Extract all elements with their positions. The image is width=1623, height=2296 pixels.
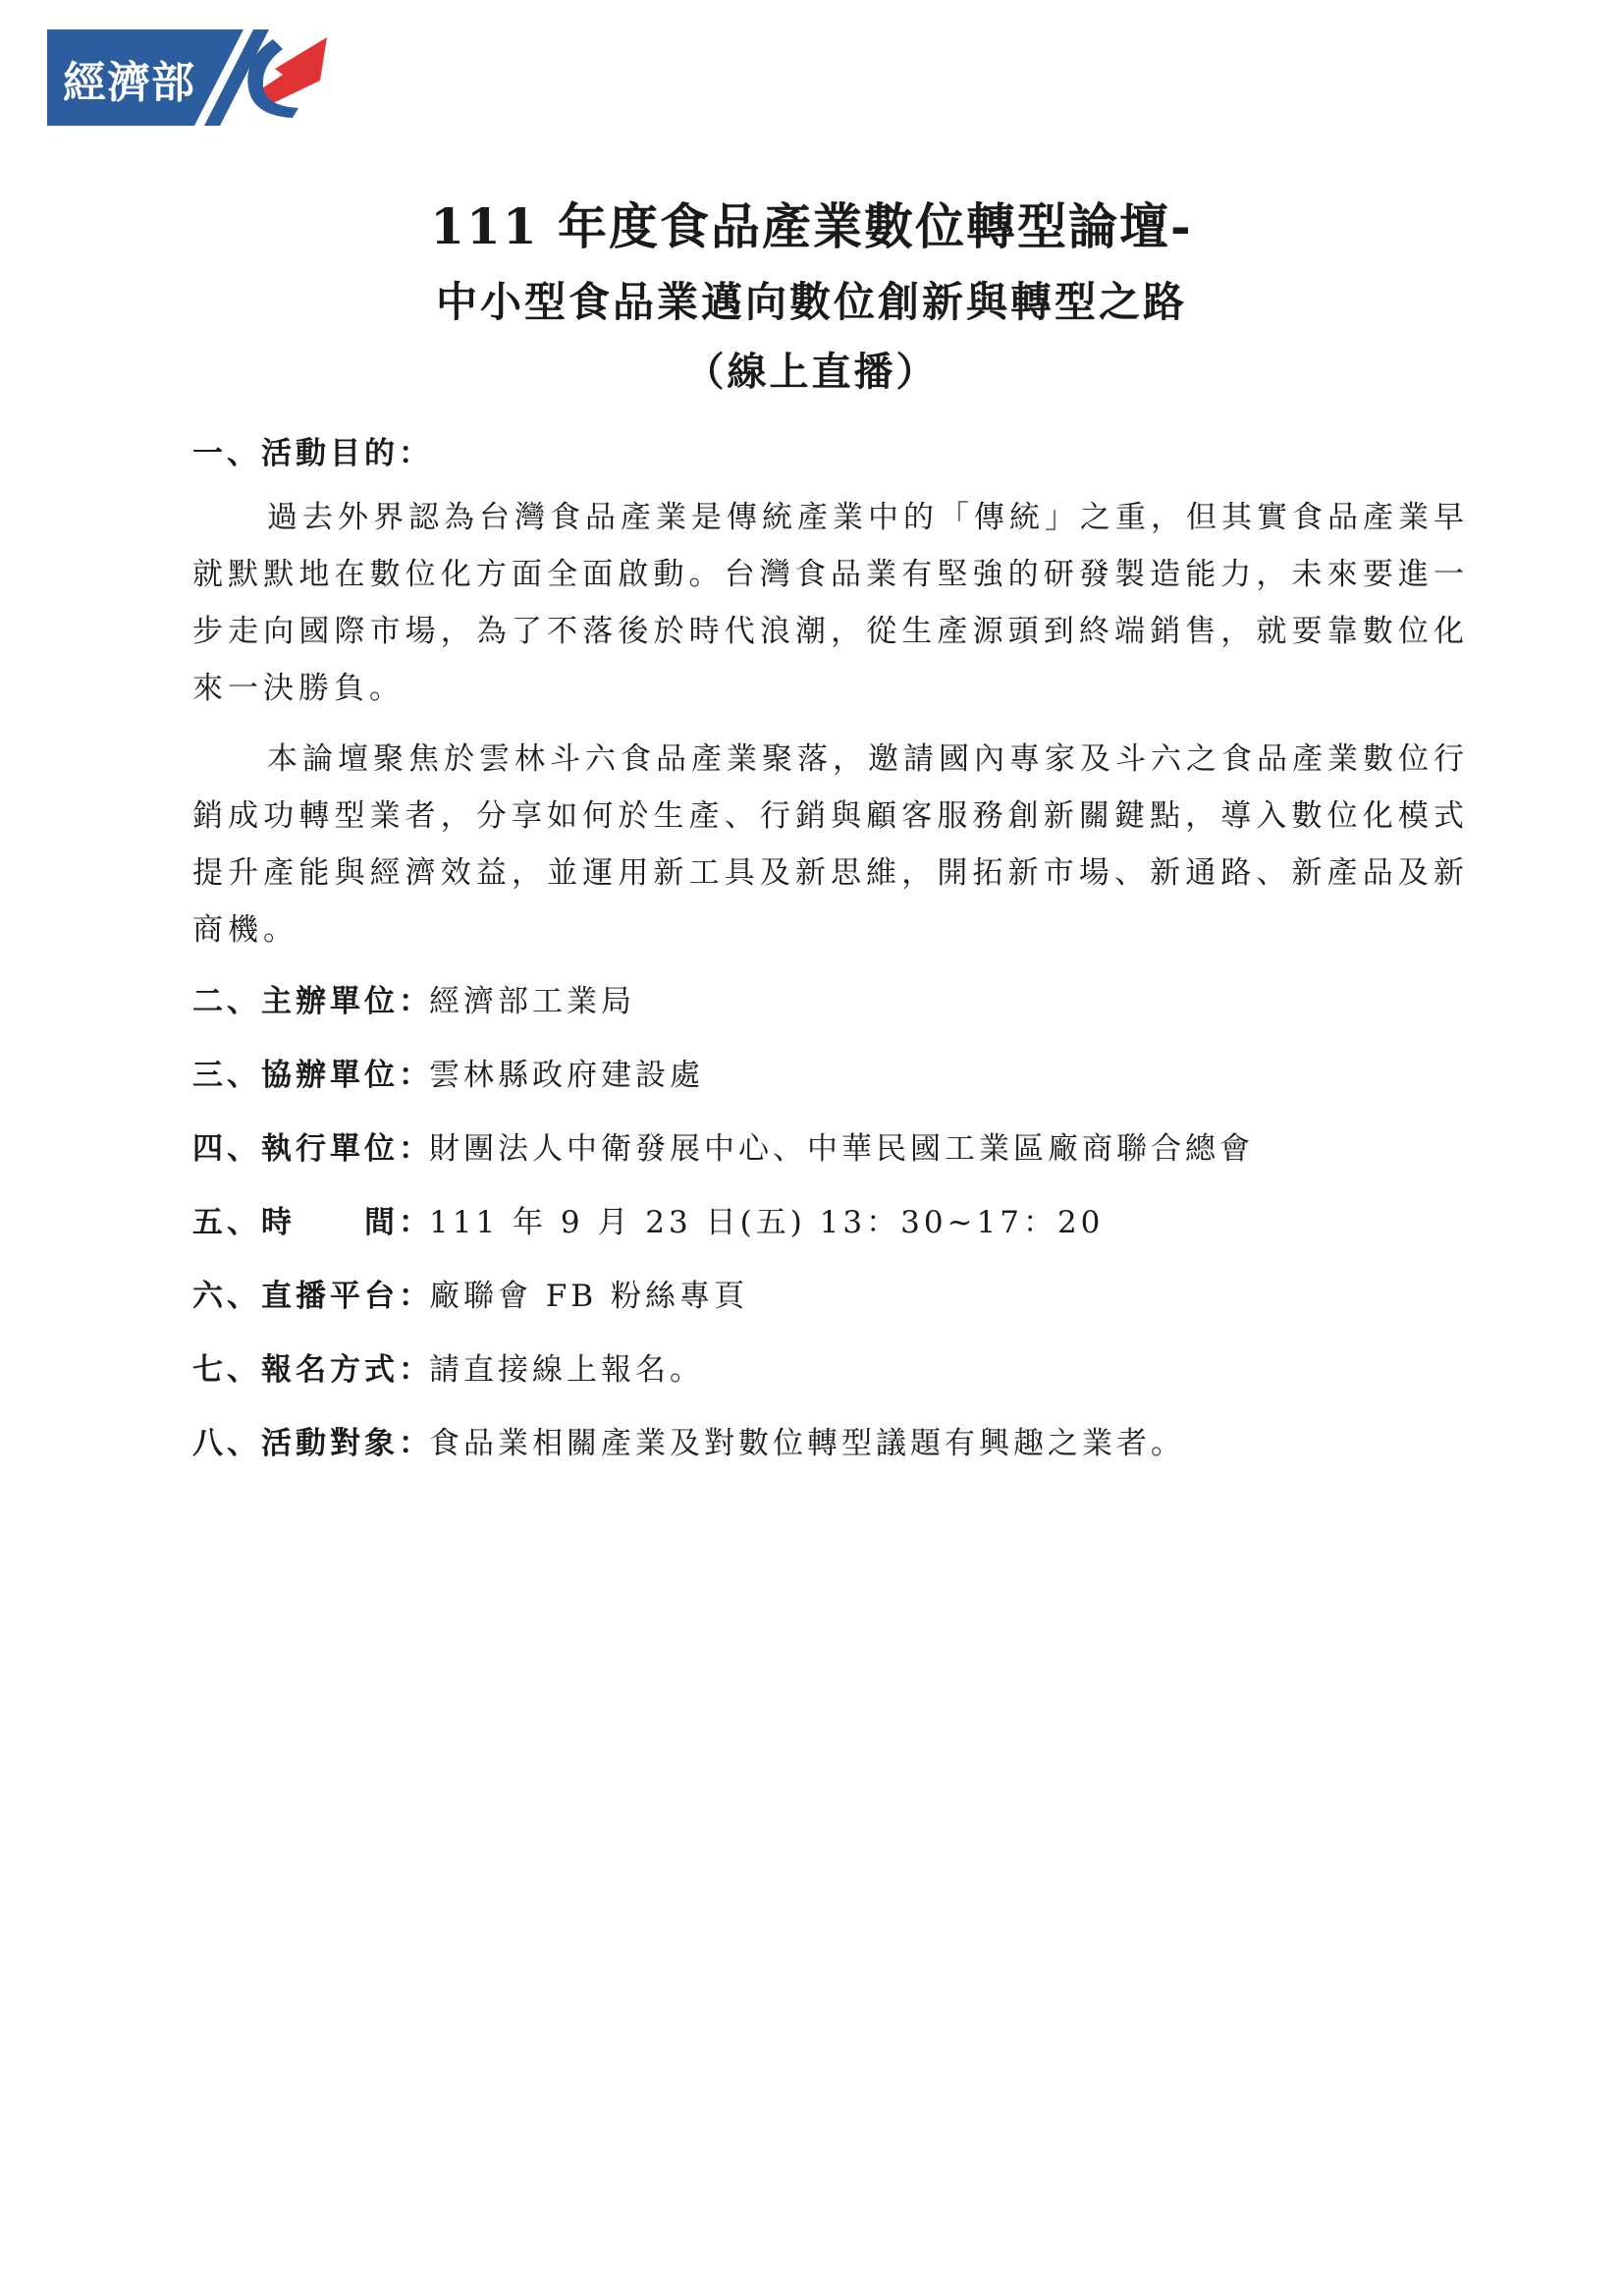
info-value: 雲林縣政府建設處 [429,1058,704,1093]
info-value: 食品業相關產業及對數位轉型議題有興趣之業者。 [429,1426,1185,1461]
info-label: 七、報名方式 [192,1352,399,1388]
info-label: 二、主辦單位 [192,984,399,1019]
info-value: 請直接線上報名。 [429,1352,704,1388]
document-title [0,192,1623,401]
info-item-audience: 八、活動對象 ： 食品業相關產業及對數位轉型議題有興趣之業者。 [192,1422,1469,1465]
document-body [192,432,1469,1496]
section-heading-purpose: 一、活動目的： [192,436,433,471]
ministry-logo [47,29,347,126]
info-item-time: 五、時 間 ： 111 年 9 月 23 日(五) 13：30~17：20 [192,1201,1469,1244]
event-info-list [192,980,1469,1465]
info-label: 六、直播平台 [192,1279,399,1314]
info-item-registration: 七、報名方式 ： 請直接線上報名。 [192,1348,1469,1392]
info-value: 廠聯會 FB 粉絲專頁 [429,1279,748,1314]
info-item-executor: 四、執行單位 ： 財團法人中衛發展中心、中華民國工業區廠商聯合總會 [192,1127,1469,1171]
title-line-2: 中小型食品業邁向數位創新與轉型之路 [435,278,1187,326]
info-label: 五、時 間 [192,1205,399,1240]
purpose-paragraph-1: 過去外界認為台灣食品產業是傳統產業中的「傳統」之重，但其實食品產業早就默默地在數位化方面全面啟動。台灣食品業有堅強的研發製造能力，未來要進一步走向國際市場，為了不落後於時代浪潮，從生產源頭到終端銷售，就要靠數位化來一決勝負。 [192,500,1469,706]
info-value: 111 年 9 月 23 日(五) 13：30~17：20 [429,1205,1105,1240]
info-item-platform: 六、直播平台 ： 廠聯會 FB 粉絲專頁 [192,1275,1469,1318]
info-label: 四、執行單位 [192,1131,399,1167]
info-item-co-organizer: 三、協辦單位 ： 雲林縣政府建設處 [192,1054,1469,1097]
purpose-paragraph-2: 本論壇聚焦於雲林斗六食品產業聚落，邀請國內專家及斗六之食品產業數位行銷成功轉型業者，分享如何於生產、行銷與顧客服務創新關鍵點，導入數位化模式提升產能與經濟效益，並運用新工具及新思維，開拓新市場、新通路、新產品及新商機。 [192,741,1469,948]
info-item-organizer: 二、主辦單位 ： 經濟部工業局 [192,980,1469,1023]
logo-text: 經濟部 [63,58,195,108]
info-label: 三、協辦單位 [192,1058,399,1093]
title-line-3: （線上直播） [684,349,939,395]
info-value: 財團法人中衛發展中心、中華民國工業區廠商聯合總會 [429,1131,1254,1167]
info-value: 經濟部工業局 [429,984,635,1019]
info-label: 八、活動對象 [192,1426,399,1461]
title-line-1: 111 年度食品產業數位轉型論壇- [430,197,1193,255]
